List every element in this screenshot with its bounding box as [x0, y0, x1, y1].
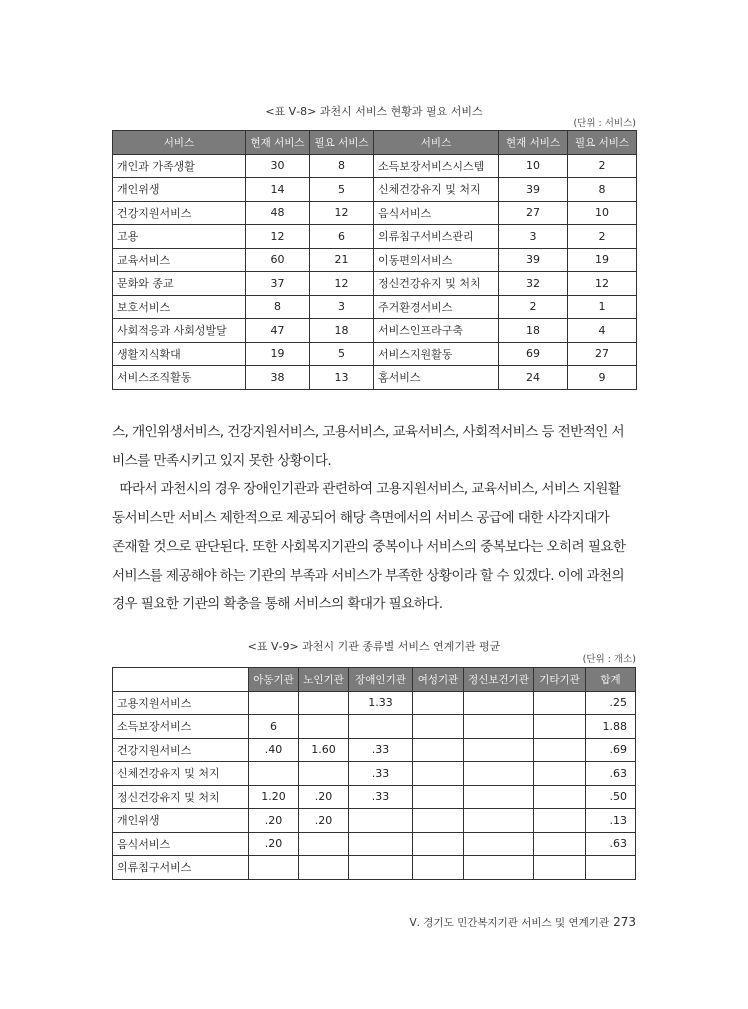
table-row [113, 856, 636, 880]
table1-unit: (단위 : 서비스) [573, 118, 636, 129]
table1-cell: 고용 [113, 225, 246, 249]
table2-cell [299, 856, 349, 880]
table1-cell: 27 [568, 342, 637, 366]
table-row [113, 832, 636, 856]
table2-cell: .63 [586, 762, 636, 786]
table2-cell: .63 [586, 832, 636, 856]
table1-cell: 5 [310, 342, 374, 366]
table1-cell: 교육서비스 [113, 248, 246, 272]
table1-cell: 2 [568, 225, 637, 249]
table1-cell: 4 [568, 319, 637, 343]
page-footer [409, 915, 636, 930]
table2-cell [299, 715, 349, 739]
table2-cell [299, 762, 349, 786]
table1-cell: 38 [246, 366, 310, 390]
table-row [113, 225, 637, 249]
table2-cell [464, 809, 534, 833]
table2-cell [299, 832, 349, 856]
table2-cell: .20 [299, 809, 349, 833]
table2-cell [464, 785, 534, 809]
table2-cell [413, 762, 464, 786]
table1-header-row [113, 131, 637, 155]
table1-caption: <표 Ⅴ-8> 과천시 서비스 현황과 필요 서비스 [265, 105, 483, 118]
table2-cell [464, 738, 534, 762]
table2-cell [534, 832, 586, 856]
table2-caption: <표 Ⅴ-9> 과천시 기관 종류별 서비스 연계기관 평균 [247, 640, 501, 653]
table1-header-cell: 현재 서비스 [499, 131, 568, 155]
table2-cell [534, 785, 586, 809]
table2-header-cell: 기타기관 [534, 668, 586, 692]
table2-header-cell: 정신보건기관 [464, 668, 534, 692]
table-row [113, 295, 637, 319]
table-row [113, 715, 636, 739]
table1-cell: 19 [246, 342, 310, 366]
table1-cell: 18 [310, 319, 374, 343]
paragraph-line: 동서비스만 서비스 제한적으로 제공되어 해당 측면에서의 서비스 공급에 대한 사각지대가 [112, 510, 610, 527]
table2-cell [464, 856, 534, 880]
table1-cell: 개인위생 [113, 178, 246, 202]
table1-cell: 69 [499, 342, 568, 366]
table2-cell [249, 856, 299, 880]
table2-cell [534, 856, 586, 880]
table1-cell: 개인과 가족생활 [113, 154, 246, 178]
table1-cell: 신체건강유지 및 처지 [374, 178, 499, 202]
table2-cell: 1.20 [249, 785, 299, 809]
table1-cell: 32 [499, 272, 568, 296]
table2-cell [413, 856, 464, 880]
table1-cell: 문화와 종교 [113, 272, 246, 296]
table-row [113, 201, 637, 225]
table1-cell: 소득보장서비스시스템 [374, 154, 499, 178]
table2-cell: 고용지원서비스 [113, 691, 249, 715]
table2-cell [534, 715, 586, 739]
table2-cell [413, 715, 464, 739]
table1-cell: 37 [246, 272, 310, 296]
table-row [113, 178, 637, 202]
table2-cell [349, 715, 413, 739]
table2-cell [464, 715, 534, 739]
table2-cell: .13 [586, 809, 636, 833]
table1-cell: 사회적응과 사회성발달 [113, 319, 246, 343]
table1-cell: 3 [499, 225, 568, 249]
table-row [113, 248, 637, 272]
table1-cell: 13 [310, 366, 374, 390]
table1-cell: 12 [310, 272, 374, 296]
table2-cell [249, 691, 299, 715]
table1-cell: 8 [568, 178, 637, 202]
table1-cell: 1 [568, 295, 637, 319]
table2-header-cell [113, 668, 249, 692]
table1-header-cell: 서비스 [113, 131, 246, 155]
table1-cell: 보호서비스 [113, 295, 246, 319]
table1-cell: 47 [246, 319, 310, 343]
table1-cell: 14 [246, 178, 310, 202]
table1-cell: 24 [499, 366, 568, 390]
table2-cell [349, 832, 413, 856]
table2-cell: 1.60 [299, 738, 349, 762]
table1-cell: 39 [499, 248, 568, 272]
table1-cell: 5 [310, 178, 374, 202]
table-row [113, 809, 636, 833]
table1-cell: 12 [246, 225, 310, 249]
page-number: 273 [613, 915, 636, 929]
table2-header-row [113, 668, 636, 692]
table2-cell: 1.88 [586, 715, 636, 739]
table2-cell [464, 762, 534, 786]
table2-cell [349, 856, 413, 880]
table1-header-cell: 필요 서비스 [310, 131, 374, 155]
table2-cell [464, 691, 534, 715]
table2-cell [534, 809, 586, 833]
table2-cell: 개인위생 [113, 809, 249, 833]
table1-cell: 2 [568, 154, 637, 178]
table1-header-cell: 필요 서비스 [568, 131, 637, 155]
table-row [113, 154, 637, 178]
table2-cell: .20 [299, 785, 349, 809]
table-row [113, 342, 637, 366]
table1-cell: 21 [310, 248, 374, 272]
table1-cell: 2 [499, 295, 568, 319]
table2-cell: 의류침구서비스 [113, 856, 249, 880]
linked-agency-table [112, 667, 636, 880]
table1-cell: 8 [310, 154, 374, 178]
table-row [113, 785, 636, 809]
table1-cell: 8 [246, 295, 310, 319]
table-row [113, 691, 636, 715]
paragraph-line: 스, 개인위생서비스, 건강지원서비스, 고용서비스, 교육서비스, 사회적서비스 등 전반적인 서 [112, 424, 625, 440]
table-row [113, 762, 636, 786]
table1-cell: 19 [568, 248, 637, 272]
table1-cell: 건강지원서비스 [113, 201, 246, 225]
table2-cell [586, 856, 636, 880]
table2-unit: (단위 : 개소) [582, 654, 636, 665]
footer-chapter: Ⅴ. 경기도 민간복지기관 서비스 및 연계기관 [409, 917, 610, 929]
table2-cell: 소득보장서비스 [113, 715, 249, 739]
table2-header-cell: 노인기관 [299, 668, 349, 692]
table1-cell: 27 [499, 201, 568, 225]
table1-cell: 생활지식확대 [113, 342, 246, 366]
table1-cell: 서비스조직활동 [113, 366, 246, 390]
table2-cell: .20 [249, 809, 299, 833]
table2-cell [299, 691, 349, 715]
table1-cell: 주거환경서비스 [374, 295, 499, 319]
table1-cell: 이동편의서비스 [374, 248, 499, 272]
table2-cell: .33 [349, 738, 413, 762]
table2-cell [534, 738, 586, 762]
table1-cell: 18 [499, 319, 568, 343]
body-paragraph [112, 418, 636, 619]
table2-cell [413, 785, 464, 809]
table2-cell: .20 [249, 832, 299, 856]
table1-cell: 39 [499, 178, 568, 202]
table1-cell: 60 [246, 248, 310, 272]
table1-cell: 48 [246, 201, 310, 225]
paragraph-line: 서비스를 제공해야 하는 기관의 부족과 서비스가 부족한 상황이라 할 수 있겠다. 이에 과천의 [112, 567, 625, 584]
table1-cell: 12 [568, 272, 637, 296]
service-status-table [112, 130, 637, 390]
table2-header-cell: 아동기관 [249, 668, 299, 692]
table1-cell: 서비스지원활동 [374, 342, 499, 366]
paragraph-line: 존재할 것으로 판단된다. 또한 사회복지기관의 중복이나 서비스의 중복보다는 오히려 필요한 [112, 538, 626, 555]
table1-cell: 10 [499, 154, 568, 178]
table1-cell: 음식서비스 [374, 201, 499, 225]
table2-cell [464, 832, 534, 856]
table2-cell: 정신건강유지 및 처치 [113, 785, 249, 809]
table2-header-cell: 여성기관 [413, 668, 464, 692]
table-row [113, 366, 637, 390]
table2-cell [534, 691, 586, 715]
table-row [113, 319, 637, 343]
table1-cell: 9 [568, 366, 637, 390]
table2-cell: .25 [586, 691, 636, 715]
table2-cell: .33 [349, 762, 413, 786]
table2-header-cell: 장애인기관 [349, 668, 413, 692]
table2-cell [413, 691, 464, 715]
table1-header-cell: 현재 서비스 [246, 131, 310, 155]
paragraph-line: 따라서 과천시의 경우 장애인기관과 관련하여 고용지원서비스, 교육서비스, 서비스 지원활 [112, 481, 621, 498]
table2-cell: .33 [349, 785, 413, 809]
table1-cell: 3 [310, 295, 374, 319]
table1-cell: 30 [246, 154, 310, 178]
table1-cell: 12 [310, 201, 374, 225]
table1-cell: 의류침구서비스관리 [374, 225, 499, 249]
table-row [113, 272, 637, 296]
table2-cell [413, 738, 464, 762]
table2-cell: .40 [249, 738, 299, 762]
table1-cell: 6 [310, 225, 374, 249]
table-row [113, 738, 636, 762]
table1-cell: 서비스인프라구축 [374, 319, 499, 343]
table2-cell [249, 762, 299, 786]
table2-cell: .69 [586, 738, 636, 762]
table2-cell [534, 762, 586, 786]
table1-cell: 홈서비스 [374, 366, 499, 390]
table1-cell: 10 [568, 201, 637, 225]
table1-cell: 정신건강유지 및 처치 [374, 272, 499, 296]
table2-cell: .50 [586, 785, 636, 809]
table2-cell: 신체건강유지 및 처지 [113, 762, 249, 786]
table2-header-cell: 합계 [586, 668, 636, 692]
table1-header-cell: 서비스 [374, 131, 499, 155]
table2-cell: 음식서비스 [113, 832, 249, 856]
table2-cell [413, 832, 464, 856]
table2-cell: 건강지원서비스 [113, 738, 249, 762]
paragraph-line: 경우 필요한 기관의 확충을 통해 서비스의 확대가 필요하다. [112, 596, 443, 613]
paragraph-line: 비스를 만족시키고 있지 못한 상황이다. [112, 452, 332, 469]
table2-cell [413, 809, 464, 833]
table2-cell [349, 809, 413, 833]
table2-cell: 6 [249, 715, 299, 739]
table2-cell: 1.33 [349, 691, 413, 715]
